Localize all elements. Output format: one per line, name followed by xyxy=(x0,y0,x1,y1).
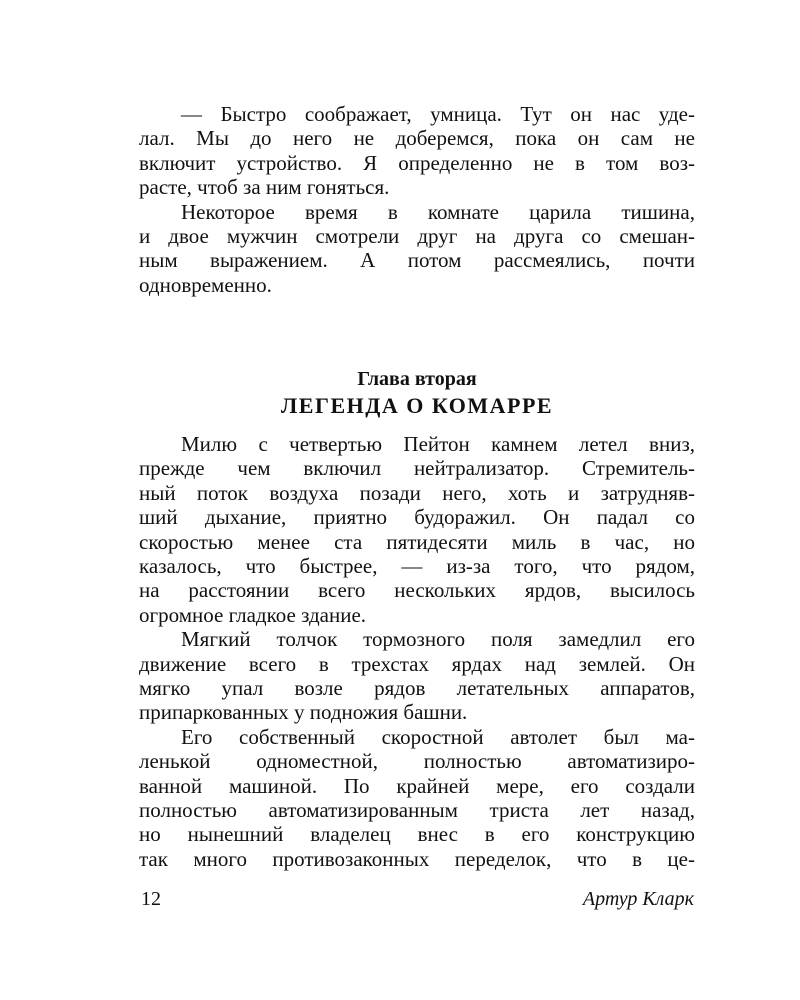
text-line: так много противозаконных переделок, что в це- xyxy=(139,846,695,871)
text-line: но нынешний владелец внес в его конструкцию xyxy=(139,822,695,847)
text-line: ванной машиной. По крайней мере, его создали xyxy=(139,773,695,798)
paragraph xyxy=(139,725,695,871)
chapter-heading xyxy=(139,366,695,420)
paragraph xyxy=(139,432,695,627)
text-line: Мягкий толчок тормозного поля замедлил его xyxy=(181,627,695,652)
text-line: лал. Мы до него не доберемся, пока он сам не xyxy=(139,126,695,151)
text-line: Милю с четвертью Пейтон камнем летел вниз, xyxy=(181,432,695,456)
text-line: скоростью менее ста пятидесяти миль в час, но xyxy=(139,529,695,554)
page-number: 12 xyxy=(141,888,161,910)
text-line: ный поток воздуха позади него, хоть и затрудняв- xyxy=(139,480,695,505)
text-line: Его собственный скоростной автолет был ма- xyxy=(181,724,695,749)
paragraph xyxy=(139,627,695,725)
text-line: прежде чем включил нейтрализатор. Стремитель- xyxy=(139,456,695,481)
text-line: — Быстро соображает, умница. Тут он нас уде- xyxy=(181,102,695,126)
text-line: припаркованных у подножия башни. xyxy=(139,700,468,725)
text-line: движение всего в трехстах ярдах над землей. Он xyxy=(139,651,695,676)
text-line: огромное гладкое здание. xyxy=(139,602,367,627)
chapter-title: ЛЕГЕНДА О КОМАРРЕ xyxy=(280,393,554,418)
text-line: на расстоянии всего нескольких ярдов, высилось xyxy=(139,578,695,603)
text-line: ным выражением. А потом рассмеялись, почти xyxy=(139,248,695,273)
text-line: ший дыхание, приятно будоражил. Он падал со xyxy=(139,505,695,530)
running-footer-author: Артур Кларк xyxy=(582,888,694,910)
text-line: расте, чтоб за ним гоняться. xyxy=(139,175,390,200)
paragraph xyxy=(139,200,695,298)
text-line: казалось, что быстрее, — из-за того, что рядом, xyxy=(139,553,695,578)
text-line: одновременно. xyxy=(139,272,272,297)
text-line: полностью автоматизированным триста лет назад, xyxy=(139,797,695,822)
text-line: ленькой одноместной, полностью автоматизиро- xyxy=(139,749,695,774)
paragraph xyxy=(139,102,695,200)
chapter-label: Глава вторая xyxy=(357,368,477,390)
text-line: мягко упал возле рядов летательных аппаратов, xyxy=(139,675,695,700)
text-line: и двое мужчин смотрели друг на друга со смешан- xyxy=(139,223,695,248)
text-line: Некоторое время в комнате царила тишина, xyxy=(181,199,695,224)
text-line: включит устройство. Я определенно не в том воз- xyxy=(139,150,695,175)
